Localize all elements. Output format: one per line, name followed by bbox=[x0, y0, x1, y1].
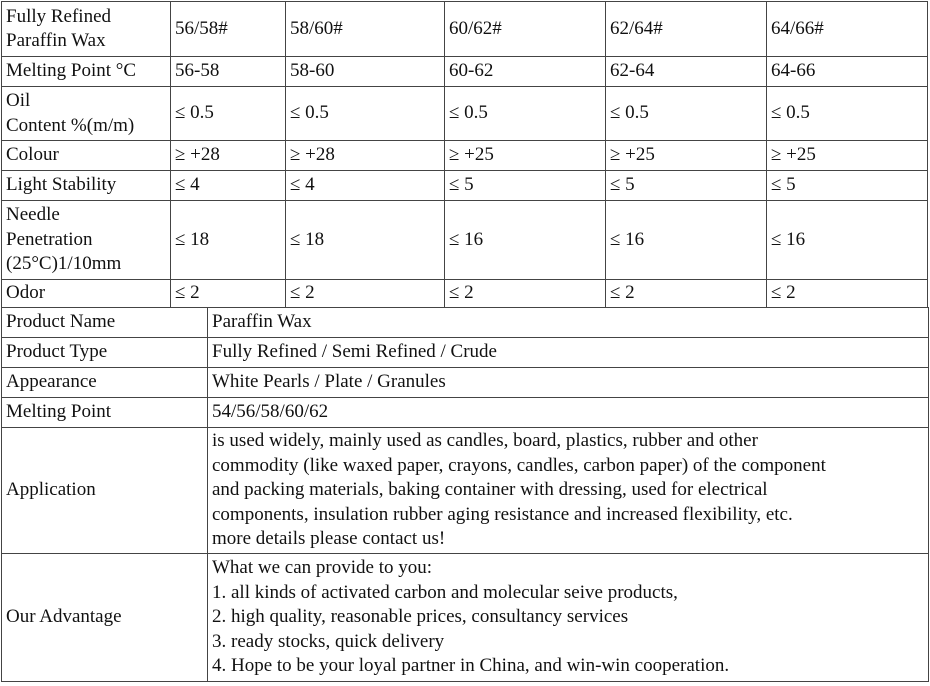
info-label: Application bbox=[2, 428, 208, 554]
info-value: Paraffin Wax bbox=[208, 308, 929, 338]
info-value: White Pearls / Plate / Granules bbox=[208, 368, 929, 398]
info-label: Appearance bbox=[2, 368, 208, 398]
spec-row-label bbox=[2, 201, 171, 280]
info-label: Product Name bbox=[2, 308, 208, 338]
product-info-table bbox=[1, 307, 929, 682]
application-line: commodity (like waxed paper, crayons, candles, carbon paper) of the component bbox=[212, 454, 826, 476]
application-line: is used widely, mainly used as candles, board, plastics, rubber and other bbox=[212, 430, 758, 452]
info-row-application bbox=[2, 428, 929, 554]
advantage-line: 4. Hope to be your loyal partner in China, and win-win cooperation. bbox=[212, 655, 730, 677]
spec-cell: ≤ 0.5 bbox=[171, 87, 286, 141]
info-label: Melting Point bbox=[2, 398, 208, 428]
spec-cell: ≤ 2 bbox=[171, 280, 286, 308]
spec-header-grade: 60/62# bbox=[445, 2, 606, 57]
spec-cell: ≤ 2 bbox=[445, 280, 606, 308]
info-value bbox=[208, 428, 929, 554]
spec-cell: 56-58 bbox=[171, 57, 286, 87]
spec-cell: ≤ 16 bbox=[445, 201, 606, 280]
spec-cell: ≤ 18 bbox=[171, 201, 286, 280]
spec-cell: ≥ +25 bbox=[445, 141, 606, 171]
spec-header-grade: 56/58# bbox=[171, 2, 286, 57]
spec-row-needle-penetration bbox=[2, 201, 928, 280]
application-line: more details please contact us! bbox=[212, 528, 446, 550]
spec-header-grade: 64/66# bbox=[767, 2, 928, 57]
spec-cell: 62-64 bbox=[606, 57, 767, 87]
spec-header-grade: 58/60# bbox=[286, 2, 445, 57]
info-value: 54/56/58/60/62 bbox=[208, 398, 929, 428]
advantage-line: 3. ready stocks, quick delivery bbox=[212, 630, 445, 652]
spec-cell: ≤ 16 bbox=[767, 201, 928, 280]
spec-header-row bbox=[2, 2, 928, 57]
spec-row-label-line: Penetration bbox=[6, 228, 93, 250]
advantage-line: 2. high quality, reasonable prices, consultancy services bbox=[212, 606, 629, 628]
spec-cell: ≤ 2 bbox=[606, 280, 767, 308]
spec-row-light-stability bbox=[2, 171, 928, 201]
spec-row-label-line: Content %(m/m) bbox=[6, 114, 135, 136]
spec-cell: ≥ +28 bbox=[171, 141, 286, 171]
spec-row-label bbox=[2, 87, 171, 141]
spec-cell: ≤ 2 bbox=[767, 280, 928, 308]
spec-cell: ≤ 16 bbox=[606, 201, 767, 280]
spec-row-label: Odor bbox=[2, 280, 171, 308]
spec-cell: 64-66 bbox=[767, 57, 928, 87]
spec-cell: ≤ 18 bbox=[286, 201, 445, 280]
info-row-advantage bbox=[2, 554, 929, 682]
info-label: Our Advantage bbox=[2, 554, 208, 682]
advantage-line: What we can provide to you: bbox=[212, 557, 433, 579]
spec-cell: ≥ +25 bbox=[767, 141, 928, 171]
info-label: Product Type bbox=[2, 338, 208, 368]
spec-cell: ≤ 0.5 bbox=[606, 87, 767, 141]
spec-cell: ≤ 5 bbox=[606, 171, 767, 201]
spec-row-label: Melting Point °C bbox=[2, 57, 171, 87]
info-value bbox=[208, 554, 929, 682]
spec-header-grade: 62/64# bbox=[606, 2, 767, 57]
spec-cell: ≤ 4 bbox=[171, 171, 286, 201]
spec-cell: 58-60 bbox=[286, 57, 445, 87]
application-line: components, insulation rubber aging resistance and increased flexibility, etc. bbox=[212, 503, 793, 525]
spec-header-title bbox=[2, 2, 171, 57]
spec-row-label: Light Stability bbox=[2, 171, 171, 201]
spec-row-label: Colour bbox=[2, 141, 171, 171]
spec-row-label-line: Oil bbox=[6, 90, 31, 111]
spec-cell: ≥ +25 bbox=[606, 141, 767, 171]
spec-cell: ≤ 4 bbox=[286, 171, 445, 201]
spec-cell: ≤ 0.5 bbox=[286, 87, 445, 141]
spec-header-title-line2: Paraffin Wax bbox=[6, 30, 106, 51]
spec-cell: ≥ +28 bbox=[286, 141, 445, 171]
spec-table bbox=[1, 1, 928, 308]
spec-row-melting-point bbox=[2, 57, 928, 87]
spec-header-title-line1: Fully Refined bbox=[6, 5, 112, 27]
info-row-melting-point bbox=[2, 398, 929, 428]
advantage-line: 1. all kinds of activated carbon and molecular seive products, bbox=[212, 581, 678, 603]
spec-cell: 60-62 bbox=[445, 57, 606, 87]
info-row-product-name bbox=[2, 308, 929, 338]
info-row-appearance bbox=[2, 368, 929, 398]
application-line: and packing materials, baking container with dressing, used for electrical bbox=[212, 479, 768, 501]
spec-row-odor bbox=[2, 280, 928, 308]
spec-cell: ≤ 0.5 bbox=[445, 87, 606, 141]
info-value: Fully Refined / Semi Refined / Crude bbox=[208, 338, 929, 368]
info-row-product-type bbox=[2, 338, 929, 368]
spec-row-oil-content bbox=[2, 87, 928, 141]
spec-row-label-line: (25°C)1/10mm bbox=[6, 253, 122, 275]
spec-cell: ≤ 5 bbox=[767, 171, 928, 201]
spec-row-label-line: Needle bbox=[6, 204, 60, 226]
spec-cell: ≤ 5 bbox=[445, 171, 606, 201]
spec-cell: ≤ 0.5 bbox=[767, 87, 928, 141]
spec-row-colour bbox=[2, 141, 928, 171]
spec-cell: ≤ 2 bbox=[286, 280, 445, 308]
